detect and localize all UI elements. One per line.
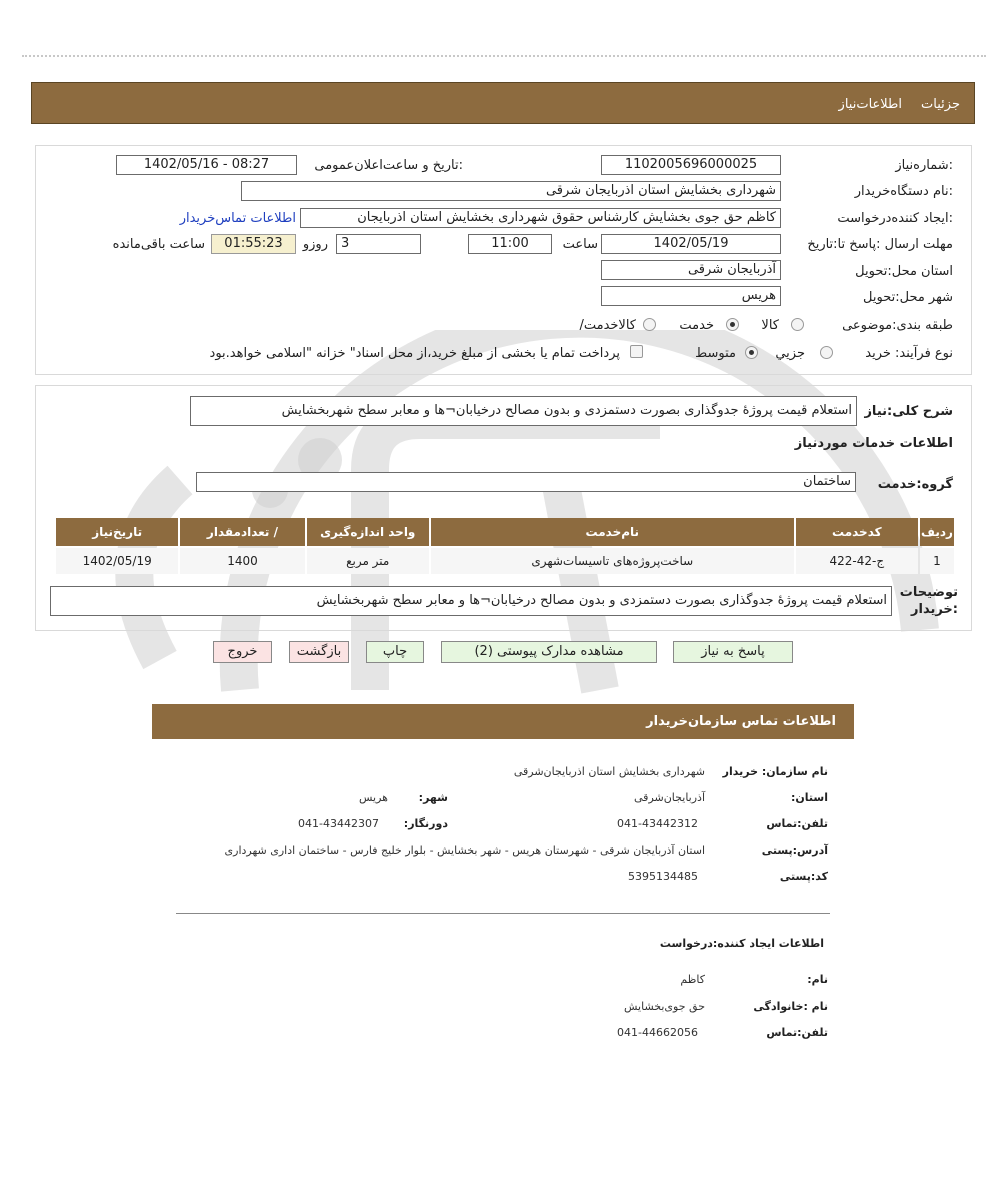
creator-label: ایجاد کننده‌درخواست: (837, 211, 953, 226)
table-row (56, 548, 954, 574)
buyer-org-field: شهرداری بخشایش استان اذربایجان شرقی (241, 181, 781, 201)
category-label: طبقه بندی:موضوعی (842, 318, 953, 333)
header-bar (31, 82, 975, 124)
contact-province-value: آذربایجان‌شرقی (634, 791, 705, 804)
top-divider (22, 55, 986, 57)
exit-button[interactable]: خروج (213, 641, 272, 663)
category-option-goods-service: /کالاخدمت (579, 318, 636, 333)
creator-name-value: کاظم (680, 973, 705, 986)
contact-city-label: :شهر (418, 791, 448, 804)
deadline-label: مهلت ارسال :پاسخ تا:تاریخ (807, 237, 953, 252)
category-option-service: خدمت (679, 318, 714, 333)
header-title: جزئيات (921, 97, 960, 112)
fax-label: :دورنگار (403, 817, 448, 830)
category-radio-goods-service[interactable] (643, 318, 656, 331)
need-info-panel (35, 145, 972, 375)
process-radio-minor[interactable] (820, 346, 833, 359)
creator-field: کاظم حق جوی بخشایش کارشناس حقوق شهرداری بخشایش استان اذربایجان (300, 208, 781, 228)
cell-service-name: ساخت‌پروژه‌های تاسیسات‌شهری (431, 548, 794, 574)
reply-button[interactable]: پاسخ به نیاز (673, 641, 793, 663)
need-number-label: شماره‌نیاز: (895, 158, 953, 173)
process-option-minor: جزیي (775, 346, 805, 361)
creator-family-label: نام :خانوادگی (753, 1000, 828, 1013)
days-label: روز‌و (302, 237, 328, 252)
city-label: شهر محل:تحویل (863, 290, 953, 305)
creator-section-title: اطلاعات ایجاد کننده:درخواست (659, 937, 824, 950)
cell-quantity: 1400 (180, 548, 304, 574)
buyer-notes-label: توضیحات :خریدار (899, 585, 958, 617)
province-label: استان محل:تحویل (855, 264, 953, 279)
header-need-date: تاریخ‌نیاز (56, 518, 178, 546)
remaining-time-field: 01:55:23 (211, 234, 296, 254)
header-service-name: نام‌خدمت (431, 518, 794, 546)
contact-divider (176, 913, 830, 914)
process-option-medium: متوسط (695, 346, 736, 361)
creator-phone-value: 041-44662056 (617, 1026, 698, 1039)
creator-family-value: حق جوی‌بخشایش (624, 1000, 705, 1013)
postal-label: کد:پستی (779, 870, 828, 883)
payment-note: پرداخت تمام یا بخشی از مبلغ خرید،از محل اسناد" خزانه "اسلامی خواهد.بود (209, 346, 620, 361)
back-button[interactable]: بازگشت (289, 641, 349, 663)
services-heading: اطلاعات خدمات موردنیاز (794, 436, 953, 451)
announce-field: 1402/05/16 - 08:27 (116, 155, 297, 175)
province-field: آذربایجان شرقی (601, 260, 781, 280)
process-radio-medium[interactable] (745, 346, 758, 359)
payment-checkbox[interactable] (630, 345, 643, 358)
announce-label: تاریخ و ساعت‌اعلان‌عمومی: (314, 158, 463, 173)
contact-section-title: اطلاعات تماس سازمان‌خریدار (646, 714, 836, 729)
creator-name-label: :نام (807, 973, 828, 986)
buyer-contact-link[interactable]: اطلاعات تماس‌خریدار (179, 211, 296, 226)
summary-field: استعلام قیمت پروژۀ جدوگذاری بصورت دستمزدی و بدون مصالح درخیابان¬ها و معابر سطح شهربخشایش (190, 396, 857, 426)
days-field: 3 (336, 234, 421, 254)
group-label: گروه:خدمت (877, 477, 953, 492)
cell-row-number: 1 (920, 548, 954, 574)
summary-label: شرح کلی:نیاز (864, 404, 953, 419)
city-field: هریس (601, 286, 781, 306)
contact-section-bar (152, 704, 854, 739)
need-number-field: 1102005696000025 (601, 155, 781, 175)
address-label: آدرس:پستی (761, 844, 828, 857)
org-label: نام سازمان: خریدار (722, 765, 828, 778)
phone-value: 041-43442312 (617, 817, 698, 830)
header-subtitle: اطلاعات‌نیاز (838, 97, 902, 112)
view-attachments-button[interactable]: مشاهده مدارک پیوستی (2) (441, 641, 657, 663)
address-value: استان آذربایجان شرقی - شهرستان هریس - شهر بخشایش - بلوار خلیج فارس - ساختمان اداری شهرداری (224, 844, 705, 857)
org-value: شهرداری بخشایش استان اذربایجان‌شرقی (513, 765, 705, 778)
fax-value: 041-43442307 (298, 817, 379, 830)
process-label: نوع فرآیند: خرید (865, 346, 953, 361)
buyer-org-label: نام دستگاه‌خریدار: (854, 184, 953, 199)
deadline-time-field: 11:00 (468, 234, 552, 254)
deadline-date-field: 1402/05/19 (601, 234, 781, 254)
contact-city-value: هریس (359, 791, 388, 804)
contact-province-label: :استان (790, 791, 828, 804)
cell-service-code: ج-42-422 (796, 548, 918, 574)
table-header-row (56, 518, 954, 546)
header-unit: واحد اندازه‌گیری (307, 518, 429, 546)
header-row-number: ردیف (920, 518, 954, 546)
buyer-notes-field: استعلام قیمت پروژۀ جدوگذاری بصورت دستمزدی و بدون مصالح درخیابان¬ها و معابر سطح شهربخشایش (50, 586, 892, 616)
group-field: ساختمان (196, 472, 856, 492)
cell-unit: متر مربع (307, 548, 429, 574)
category-radio-service[interactable] (726, 318, 739, 331)
remaining-label: ساعت باقی‌مانده (112, 237, 205, 252)
creator-phone-label: تلفن:تماس (766, 1026, 828, 1039)
phone-label: تلفن:تماس (766, 817, 828, 830)
cell-need-date: 1402/05/19 (56, 548, 178, 574)
services-table (54, 516, 956, 576)
category-option-goods: کالا (761, 318, 779, 333)
time-label: ساعت (562, 237, 598, 252)
print-button[interactable]: چاپ (366, 641, 424, 663)
category-radio-goods[interactable] (791, 318, 804, 331)
header-service-code: کدخدمت (796, 518, 918, 546)
header-quantity: / تعدادمقدار (180, 518, 304, 546)
postal-value: 5395134485 (628, 870, 698, 883)
